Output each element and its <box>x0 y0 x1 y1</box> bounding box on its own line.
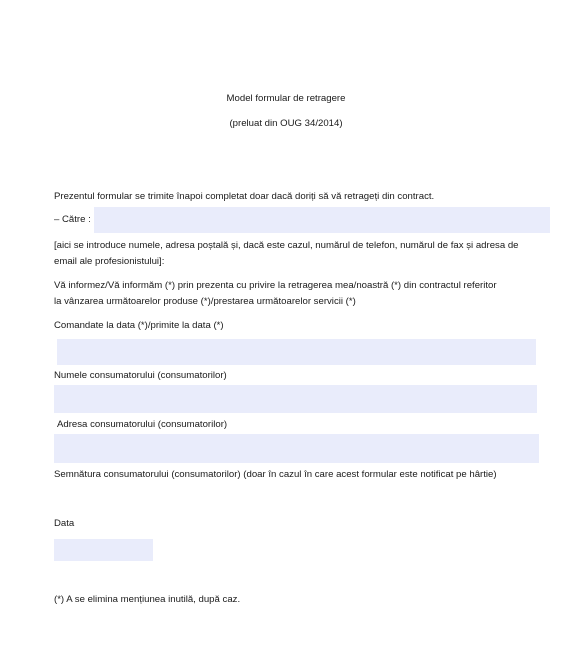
recipient-instructions-line1: [aici se introduce numele, adresa poștală și, dacă este cazul, numărul de telefon, numărul de fax și adresa de <box>54 240 519 251</box>
date-input[interactable] <box>54 539 153 561</box>
form-subtitle: (preluat din OUG 34/2014) <box>229 118 343 129</box>
form-title: Model formular de retragere <box>226 93 346 104</box>
consumer-name-label: Numele consumatorului (consumatorilor) <box>54 370 227 381</box>
footnote: (*) A se elimina mențiunea inutilă, după caz. <box>54 594 241 605</box>
withdrawal-statement-line2: la vânzarea următoarelor produse (*)/prestarea următoarelor servicii (*) <box>54 296 356 307</box>
to-label: – Către : <box>54 214 91 225</box>
order-date-label: Comandate la data (*)/primite la data (*) <box>54 320 224 331</box>
intro-text: Prezentul formular se trimite înapoi completat doar dacă doriți să vă retrageți din contract. <box>54 191 435 202</box>
signature-label: Semnătura consumatorului (consumatorilor) (doar în cazul în care acest formular este notificat pe hârtie) <box>54 469 497 480</box>
consumer-address-label: Adresa consumatorului (consumatorilor) <box>57 419 228 430</box>
date-label: Data <box>54 518 75 529</box>
recipient-instructions-line2: email ale profesionistului]: <box>54 256 165 267</box>
recipient-input[interactable] <box>94 207 550 233</box>
consumer-name-input[interactable] <box>54 385 537 413</box>
order-date-input[interactable] <box>57 339 536 365</box>
withdrawal-statement-line1: Vă informez/Vă informăm (*) prin prezenta cu privire la retragerea mea/noastră (*) din contractul referitor <box>54 280 497 291</box>
consumer-address-input[interactable] <box>54 434 539 463</box>
